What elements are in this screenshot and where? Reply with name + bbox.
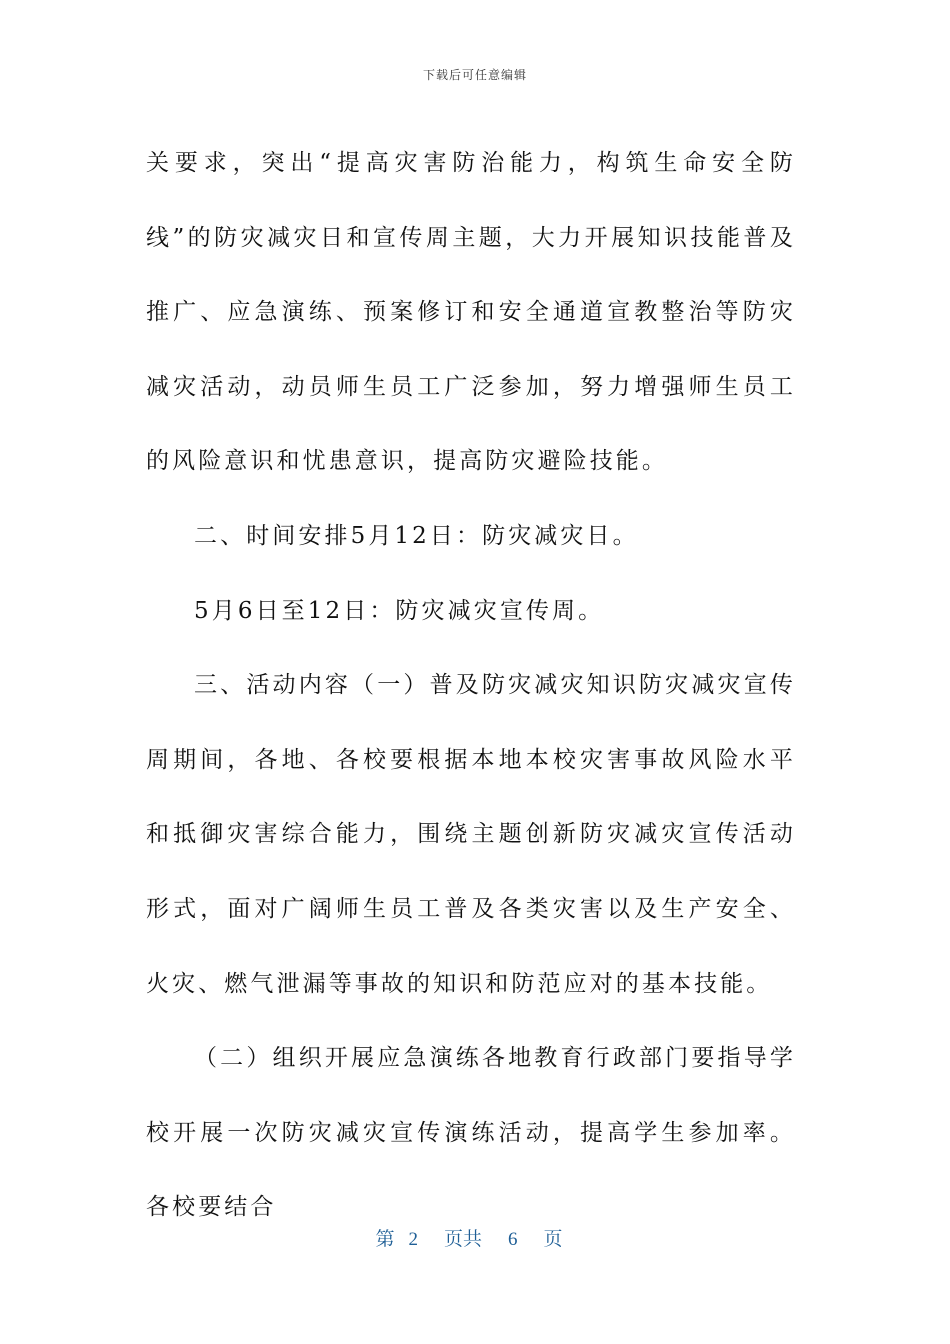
paragraph-5: （二）组织开展应急演练各地教育行政部门要指导学校开展一次防灾减灾宣传演练活动，提高学生参加率。各校要结合: [146, 1045, 796, 1221]
document-body: [146, 126, 796, 1245]
footer-prefix: 第: [375, 1229, 395, 1250]
footer-total-pages: 6: [508, 1229, 518, 1250]
footer-current-page: 2: [408, 1229, 418, 1250]
paragraph-1: 关要求，突出“提高灾害防治能力，构筑生命安全防线”的防灾减灾日和宣传周主题，大力开展知识技能普及推广、应急演练、预案修订和安全通道宣教整治等防灾减灾活动，动员师生员工广泛参加，努力增强师生员工的风险意识和忧患意识，提高防灾避险技能。: [146, 150, 796, 475]
paragraph-2: 二、时间安排5月12日：防灾减灾日。: [194, 522, 639, 549]
paragraph-3: 5月6日至12日：防灾减灾宣传周。: [194, 597, 605, 624]
page-header-note: 下载后可任意编辑: [422, 68, 527, 82]
footer-suffix: 页: [543, 1229, 563, 1250]
paragraph-4: 三、活动内容（一）普及防灾减灾知识防灾减灾宣传周期间，各地、各校要根据本地本校灾害事故风险水平和抵御灾害综合能力，围绕主题创新防灾减灾宣传活动形式，面对广阔师生员工普及各类灾害以及生产安全、火灾、燃气泄漏等事故的知识和防范应对的基本技能。: [146, 672, 796, 997]
footer-middle: 页共: [443, 1229, 482, 1250]
page-footer: [0, 1224, 950, 1251]
